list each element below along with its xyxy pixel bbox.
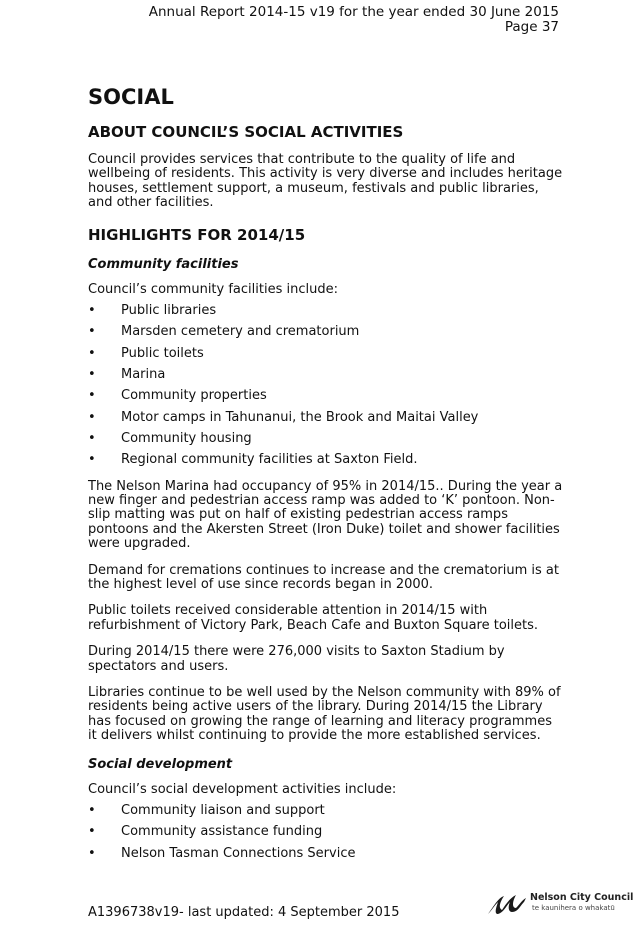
saxton-paragraph: During 2014/15 there were 276,000 visits to Saxton Stadium by spectators and users. — [88, 644, 505, 674]
list-item: • Motor camps in Tahunanui, the Brook and Maitai Valley — [88, 409, 479, 425]
highlights-heading: HIGHLIGHTS FOR 2014/15 — [88, 225, 306, 244]
list-item: • Community housing — [88, 430, 252, 446]
report-title: Annual Report 2014-15 v19 for the year ended 30 June 2015 — [148, 4, 559, 20]
crematorium-paragraph: Demand for cremations continues to increase and the crematorium is at the highest level of use since records began in 2000. — [88, 562, 559, 592]
council-logo — [486, 890, 634, 918]
list-item: • Regional community facilities at Saxton Field. — [88, 452, 418, 468]
social-development-heading: Social development — [88, 756, 233, 772]
list-item: • Marsden cemetery and crematorium — [88, 324, 360, 340]
libraries-paragraph: Libraries continue to be well used by the Nelson community with 89% of residents being active users of the library. During 2014/15 the Library has focused on growing the range of learning and literacy programmes it delivers whilst continuing to provide the more established services. — [88, 684, 561, 744]
community-facilities-list — [88, 304, 563, 467]
document-body — [88, 84, 563, 873]
page-number: Page 37 — [504, 19, 559, 35]
social-development-list — [88, 804, 563, 861]
list-item: • Community liaison and support — [88, 803, 325, 819]
social-development-intro: Council’s social development activities include: — [88, 781, 397, 797]
about-text: Council provides services that contribute to the quality of life and wellbeing of residents. This activity is very diverse and includes heritage houses, settlement support, a museum, festivals and public libraries, and other facilities. — [88, 152, 563, 211]
list-item: • Community properties — [88, 388, 267, 404]
page-header — [149, 5, 559, 35]
logo-tagline: te kaunihera o whakatū — [532, 904, 615, 912]
logo-name: Nelson City Council — [530, 892, 634, 903]
list-item: • Community assistance funding — [88, 824, 323, 840]
nelson-logo-icon — [486, 892, 528, 916]
community-facilities-heading: Community facilities — [88, 256, 239, 272]
about-heading: ABOUT COUNCIL’S SOCIAL ACTIVITIES — [88, 123, 404, 141]
list-item: • Public toilets — [88, 345, 204, 361]
toilets-paragraph: Public toilets received considerable attention in 2014/15 with refurbishment of Victory Park, Beach Cafe and Buxton Square toilets. — [88, 603, 539, 633]
page-title: SOCIAL — [88, 85, 174, 109]
list-item: • Marina — [88, 366, 166, 382]
list-item: • Public libraries — [88, 303, 217, 319]
community-facilities-intro: Council’s community facilities include: — [88, 281, 338, 297]
list-item: • Nelson Tasman Connections Service — [88, 845, 356, 861]
footer-document-id: A1396738v19- last updated: 4 September 2015 — [88, 905, 400, 920]
marina-paragraph: The Nelson Marina had occupancy of 95% in 2014/15.. During the year a new finger and pedestrian access ramp was added to ‘K’ pontoon. Non-slip matting was put on half of existing pedestrian access ramps pontoons and the Akersten Street (Iron Duke) toilet and shower facilities were upgraded. — [88, 478, 563, 552]
